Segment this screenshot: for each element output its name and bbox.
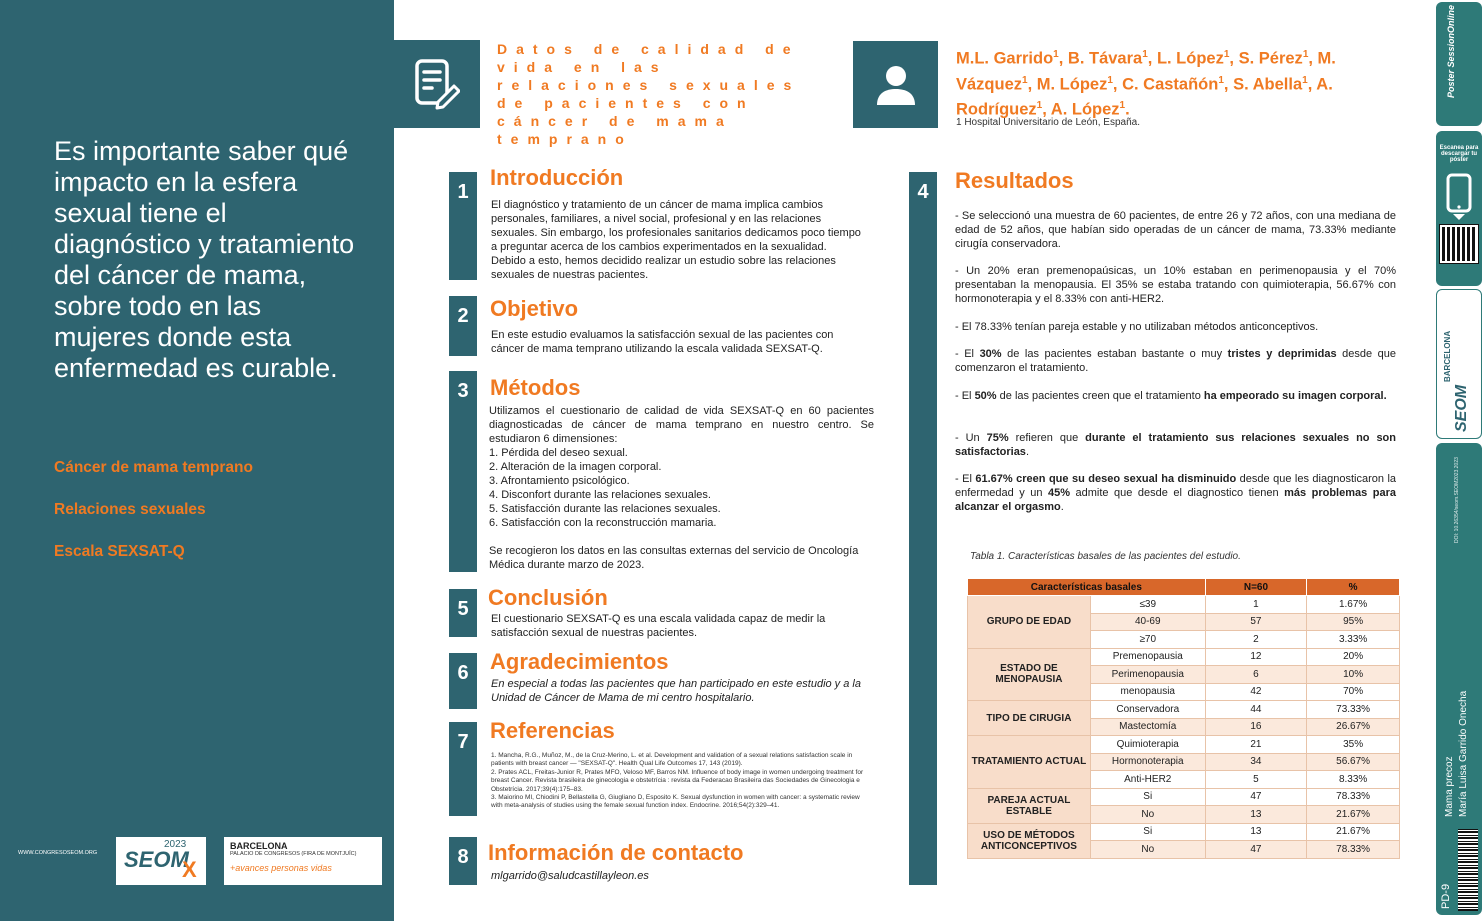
seom-logo: [14, 837, 206, 885]
document-edit-icon: [414, 58, 460, 110]
lead-statement: Es importante saber qué impacto en la esfera sexual tiene el diagnóstico y tratamiento del cáncer de mama, sobre todo en las mujeres donde esta enfermedad es curable.: [54, 136, 355, 383]
count-cell: 42: [1205, 683, 1307, 701]
dimension-item: 3. Afrontamiento psicológico.: [489, 475, 630, 487]
brand-label: Poster SessionOnline: [1446, 4, 1456, 98]
count-cell: 34: [1205, 753, 1307, 771]
table-header-row: [968, 579, 1400, 596]
dimensions-list: [489, 446, 874, 530]
user-icon: [874, 63, 918, 107]
group-label: PAREJA ACTUAL ESTABLE: [968, 788, 1091, 823]
reference-item: 1. Mancha, R.G., Muñoz, M., de la Cruz-Merino, L. et al. Development and validation of a sexual relations satisfaction scale in patients with breast cancer — "SEXSAT-Q". Health Qual Life Outcomes 17, 143 (2019).: [491, 752, 853, 768]
references-list: [491, 752, 871, 811]
category-cell: 40-69: [1090, 613, 1205, 631]
congress-logo: [14, 837, 382, 885]
congress-strip-logo: [1436, 289, 1482, 439]
author-affiliation-mark: 1: [1223, 49, 1230, 60]
table-row: [968, 736, 1400, 754]
section-number-8: 8: [449, 837, 477, 885]
percent-cell: 78.33%: [1307, 788, 1400, 806]
percent-cell: 95%: [1307, 613, 1400, 631]
category-cell: Conservadora: [1090, 701, 1205, 719]
percent-cell: 20%: [1307, 648, 1400, 666]
percent-cell: 35%: [1307, 736, 1400, 754]
resultados-title: Resultados: [955, 168, 1074, 193]
percent-cell: 73.33%: [1307, 701, 1400, 719]
category-cell: Si: [1090, 788, 1205, 806]
logo-year: 2023: [164, 839, 187, 850]
doi-label: DOI: 10.26354/seom.SEOM2023.2023: [1454, 457, 1460, 543]
keyword-3: Escala SEXSAT-Q: [54, 543, 185, 560]
count-cell: 12: [1205, 648, 1307, 666]
result-paragraph: - El 30% de las pacientes estaban bastante o muy tristes y deprimidas desde que comenzaron el tratamiento.: [955, 348, 1397, 374]
conclusion-text: El cuestionario SEXSAT-Q es una escala validada capaz de medir la satisfacción sexual de nuestras pacientes.: [491, 613, 826, 639]
section-number-7: 7: [449, 722, 477, 816]
objetivo-title: Objetivo: [490, 296, 579, 321]
author-icon-box: [853, 41, 938, 128]
poster-code: PD-9: [1440, 883, 1452, 909]
topic-label: Mama precoz: [1444, 756, 1455, 817]
category-cell: ≤39: [1090, 596, 1205, 614]
title-icon-box: [394, 40, 480, 128]
logo-seom: SEOM: [124, 847, 189, 872]
table-caption: Tabla 1. Características basales de las pacientes del estudio.: [970, 551, 1241, 562]
metodos-outro: Se recogieron los datos en las consultas externas del servicio de Oncología Médica durante marzo de 2023.: [489, 545, 859, 571]
section-number-1: 1: [449, 172, 477, 280]
section-number-5: 5: [449, 589, 477, 637]
dimension-item: 6. Satisfacción con la reconstrucción mamaria.: [489, 517, 717, 529]
result-paragraph: - Se seleccionó una muestra de 60 pacientes, de entre 26 y 72 años, con una mediana de edad de 52 años, que habían sido operadas de un cáncer de mama, 73.33% mediante cirugía conservadora.: [955, 210, 1396, 250]
category-cell: ≥70: [1090, 631, 1205, 649]
barcode-icon: [1458, 829, 1478, 911]
table-row: [968, 701, 1400, 719]
count-cell: 47: [1205, 788, 1307, 806]
objetivo-text: En este estudio evaluamos la satisfacción sexual de las pacientes con cáncer de mama temprano utilizando la escala validada SEXSAT-Q.: [491, 329, 834, 355]
dimension-item: 2. Alteración de la imagen corporal.: [489, 461, 662, 473]
agradecimientos-text: En especial a todas las pacientes que han participado en este estudio y a la Unidad de Cáncer de Mama de mi centro hospitalario.: [491, 678, 861, 704]
count-cell: 6: [1205, 666, 1307, 684]
result-paragraph: - El 78.33% tenían pareja estable y no utilizaban métodos anticonceptivos.: [955, 321, 1319, 333]
intro-text: El diagnóstico y tratamiento de un cáncer de mama implica cambios personales, familiares, a nivel social, profesional y en las relaciones sexuales. Sin embargo, los profesionales sanitarios dedicamos poco tiempo a preguntar acerca de los cambios experimentados en la sexualidad. Debido a esto, hemos decidido realizar un estudio sobre las relaciones sexuales de nuestras pacientes.: [491, 199, 861, 281]
logo-x: X: [182, 857, 197, 882]
author-affiliation-mark: 1: [1022, 74, 1028, 86]
table-row: [968, 788, 1400, 806]
author-name: M. López: [1036, 75, 1108, 93]
author-affiliation-mark: 1: [1302, 49, 1309, 60]
author-affiliation-mark: 1: [1036, 100, 1043, 111]
author-label: María Luisa Garrido Onecha: [1458, 690, 1469, 817]
count-cell: 47: [1205, 841, 1307, 859]
percent-cell: 1.67%: [1307, 596, 1400, 614]
poster-info-strip: [1436, 443, 1482, 915]
section-number-4: 4: [909, 172, 937, 885]
group-label: TIPO DE CIRUGIA: [968, 701, 1091, 736]
group-label: ESTADO DE MENOPAUSIA: [968, 648, 1091, 701]
author-list: M.L. Garrido$^1$, B. Távara$^1$, L. López$^1$, S. Pérez$^1$, M. Vázquez$^1$, M. López$^1$, C. Castañón$^1$, S. Abella$^1$, A. Rodríguez$^1$, A. López$^1$.: [956, 49, 1336, 119]
percent-cell: 8.33%: [1307, 771, 1400, 789]
table-row: [968, 648, 1400, 666]
author-name: M.L. Garrido: [956, 49, 1054, 68]
section-number-3: 3: [449, 371, 477, 572]
dimension-item: 5. Satisfacción durante las relaciones sexuales.: [489, 503, 721, 515]
section-number-6: 6: [449, 653, 477, 709]
count-cell: 57: [1205, 613, 1307, 631]
category-cell: No: [1090, 806, 1205, 824]
author-name: L. López: [1156, 49, 1224, 68]
count-cell: 21: [1205, 736, 1307, 754]
table-header: Características basales: [968, 579, 1206, 596]
category-cell: Perimenopausia: [1090, 666, 1205, 684]
left-sidebar: [0, 0, 394, 921]
percent-cell: 70%: [1307, 683, 1400, 701]
section-number-2: 2: [449, 296, 477, 356]
table-header: N=60: [1205, 579, 1307, 596]
venue-city: BARCELONA: [230, 841, 288, 851]
group-label: TRATAMIENTO ACTUAL: [968, 736, 1091, 789]
venue-name: PALACIO DE CONGRESOS (FIRA DE MONTJUÏC): [230, 851, 357, 857]
author-affiliation-mark: 1: [1119, 100, 1126, 111]
author-affiliation-mark: 1: [1053, 49, 1059, 60]
venue-logo: [224, 837, 382, 885]
count-cell: 44: [1205, 701, 1307, 719]
count-cell: 13: [1205, 806, 1307, 824]
qr-code-icon[interactable]: [1440, 225, 1478, 263]
scan-label: Escanea para descargar tu póster: [1439, 145, 1479, 163]
category-cell: Mastectomía: [1090, 718, 1205, 736]
category-cell: Si: [1090, 823, 1205, 841]
strip-city: BARCELONA: [1443, 330, 1452, 382]
author-name: B. Távara: [1067, 49, 1143, 68]
count-cell: 1: [1205, 596, 1307, 614]
category-cell: Anti-HER2: [1090, 771, 1205, 789]
download-panel[interactable]: [1436, 131, 1482, 286]
table-header: %: [1307, 579, 1400, 596]
author-name: A. López: [1050, 100, 1120, 119]
category-cell: Premenopausia: [1090, 648, 1205, 666]
category-cell: Quimioterapia: [1090, 736, 1205, 754]
author-affiliation-mark: 1: [1142, 49, 1148, 60]
author-name: M. Vázquez: [956, 49, 1336, 93]
result-paragraph: - El 50% de las pacientes creen que el tratamiento ha empeorado su imagen corporal.: [955, 390, 1387, 402]
count-cell: 5: [1205, 771, 1307, 789]
smartphone-icon: [1436, 169, 1482, 221]
percent-cell: 56.67%: [1307, 753, 1400, 771]
group-label: GRUPO DE EDAD: [968, 596, 1091, 649]
count-cell: 2: [1205, 631, 1307, 649]
count-cell: 16: [1205, 718, 1307, 736]
author-name: S. Abella: [1233, 75, 1303, 93]
percent-cell: 21.67%: [1307, 806, 1400, 824]
category-cell: No: [1090, 841, 1205, 859]
poster-session-brand: [1436, 2, 1482, 126]
metodos-title: Métodos: [490, 375, 581, 400]
keyword-2: Relaciones sexuales: [54, 501, 206, 518]
baseline-table: [967, 578, 1400, 859]
table-row: [968, 823, 1400, 841]
table-body: [968, 596, 1400, 859]
reference-item: 3. Maiorino MI, Chiodini P, Bellastella G, Giugliano D, Esposito K. Sexual dysfunction in women with cancer: a systematic review with meta-analysis of studies using the female sexual function index. Endocrine. 2016;54(2):329–41.: [491, 794, 860, 810]
group-label: USO DE MÉTODOS ANTICONCEPTIVOS: [968, 823, 1091, 858]
contacto-title: Información de contacto: [488, 840, 744, 865]
author-affiliation-mark: 1: [1107, 74, 1113, 86]
table-row: [968, 596, 1400, 614]
count-cell: 13: [1205, 823, 1307, 841]
percent-cell: 3.33%: [1307, 631, 1400, 649]
metodos-intro: Utilizamos el cuestionario de calidad de vida SEXSAT-Q en 60 pacientes diagnosticadas de cáncer de mama temprano en nuestro centro. Se estudiaron 6 dimensiones:: [489, 405, 874, 445]
percent-cell: 21.67%: [1307, 823, 1400, 841]
author-name: A. Rodríguez: [956, 75, 1333, 119]
percent-cell: 10%: [1307, 666, 1400, 684]
result-paragraph: - Un 20% eran premenopaúsicas, un 10% estaban en perimenopausia y el 70% presentaban la menopausia. El 35% se estaba tratando con quimioterapia, 56.67% con hormonoterapia y el 8.33% con anti-HER2.: [955, 265, 1396, 305]
keyword-1: Cáncer de mama temprano: [54, 459, 253, 476]
agradecimientos-title: Agradecimientos: [490, 649, 669, 674]
author-affiliation-mark: 1: [1302, 74, 1308, 86]
result-paragraph: - Un 75% refieren que durante el tratamiento sus relaciones sexuales no son satisfactorias.: [955, 432, 1397, 458]
metodos-body: [489, 404, 874, 572]
result-paragraph: - El 61.67% creen que su deseo sexual ha disminuido desde que les diagnosticaron la enfermedad y un 45% admite que desde el diagnostico tienen más problemas para alcanzar el orgasmo.: [955, 473, 1397, 513]
dimension-item: 1. Pérdida del deseo sexual.: [489, 447, 628, 459]
intro-title: Introducción: [490, 165, 624, 190]
reference-item: 2. Prates ACL, Freitas-Junior R, Prates MFO, Veloso MF, Barros NM. Influence of body image in women undergoing treatment for breast Cancer. Revista brasileira de ginecologia e obstetrícia : revista da Federacao Brasileira das Sociedades de Ginecologia e Obstetrícia. 2017;39(4):175–83.: [491, 768, 864, 793]
referencias-title: Referencias: [490, 718, 615, 743]
affiliation: 1 Hospital Universitario de León, España.: [956, 117, 1140, 128]
category-cell: Hormonoterapia: [1090, 753, 1205, 771]
poster-title: Datos de calidad de vida en las relaciones sexuales de pacientes con cáncer de mama temprano: [497, 41, 801, 147]
author-name: C. Castañón: [1122, 75, 1219, 93]
strip-seom: SEOM: [1453, 384, 1470, 432]
conclusion-title: Conclusión: [488, 585, 608, 610]
dimension-item: 4. Disconfort durante las relaciones sexuales.: [489, 489, 711, 501]
author-name: S. Pérez: [1238, 49, 1303, 68]
congress-url: WWW.CONGRESOSEOM.ORG: [18, 850, 98, 856]
percent-cell: 78.33%: [1307, 841, 1400, 859]
venue-slogan: +avances personas vidas: [230, 863, 332, 873]
category-cell: menopausia: [1090, 683, 1205, 701]
contact-email[interactable]: mlgarrido@saludcastillayleon.es: [491, 870, 649, 882]
author-affiliation-mark: 1: [1218, 74, 1224, 86]
percent-cell: 26.67%: [1307, 718, 1400, 736]
